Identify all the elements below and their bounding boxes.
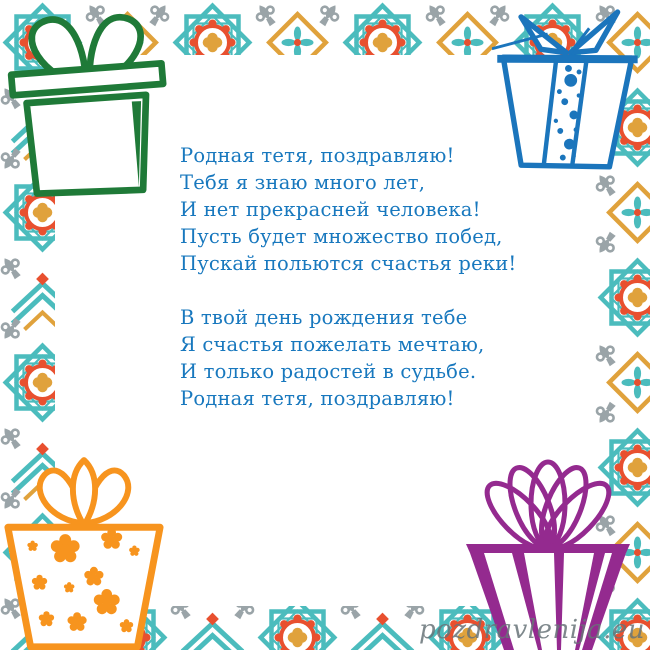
poem-stanza-2 — [180, 304, 516, 412]
poem — [180, 142, 516, 412]
poem-line: В твой день рождения тебе — [180, 306, 468, 329]
poem-line: Пусть будет множество побед, — [180, 225, 503, 248]
poem-line: И только радостей в судьбе. — [180, 360, 477, 383]
orange-gift-icon — [0, 448, 168, 650]
poem-line: Родная тетя, поздравляю! — [180, 144, 455, 167]
poem-line: Тебя я знаю много лет, — [180, 171, 426, 194]
watermark: pozdravlenija.eu — [419, 615, 645, 645]
green-gift-icon — [3, 7, 174, 199]
poem-stanza-1 — [180, 142, 516, 277]
poem-line: Пускай польются счастья реки! — [180, 252, 517, 275]
poem-line: Родная тетя, поздравляю! — [180, 387, 455, 410]
poem-line: Я счастья пожелать мечтаю, — [180, 333, 485, 356]
poem-line: И нет прекрасней человека! — [180, 198, 481, 221]
